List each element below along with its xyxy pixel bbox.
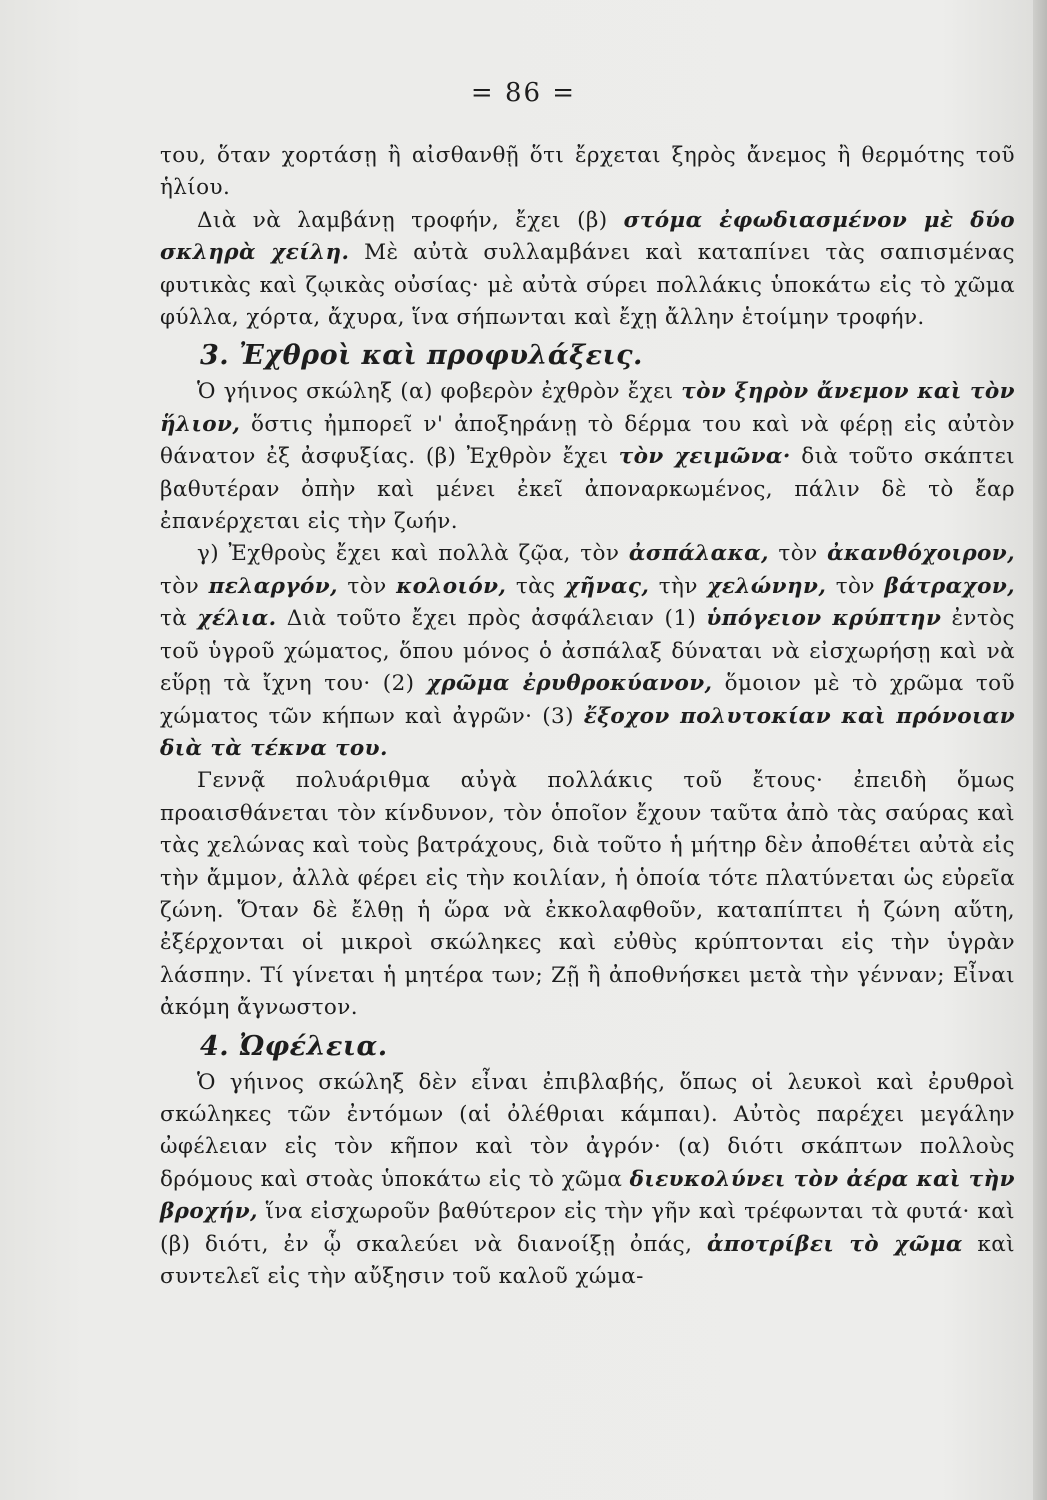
- paragraph-enemies-weather: Ὁ γήινος σκώληξ (α) φοβερὸν ἐχθρὸν ἔχει τὸν ξηρὸν ἄνεμον καὶ τὸν ἥλιον, ὅστις ἠμπορεῖ ν' ἀποξηράνῃ τὸ δέρμα του καὶ νὰ φέρῃ εἰς αὐτὸν θάνατον ἐξ ἀσφυξίας. (β) Ἐχθρὸν ἔχει τὸν χειμῶνα· διὰ τοῦτο σκάπτει βαθυτέραν ὀπὴν καὶ μένει ἐκεῖ ἀποναρκωμένος, πάλιν δὲ τὸ ἔαρ ἐπανέρχεται εἰς τὴν ζωήν.: [160, 379, 1015, 535]
- paragraph-benefit: Ὁ γήινος σκώληξ δὲν εἶναι ἐπιβλαβής, ὅπως οἱ λευκοὶ καὶ ἐρυθροὶ σκώληκες τῶν ἐντόμων (αἱ ὀλέθριαι κάμπαι). Αὐτὸς παρέχει μεγάλην ὠφέλειαν εἰς τὸν κῆπον καὶ τὸν ἀγρόν· (α) διότι σκάπτων πολλοὺς δρόμους καὶ στοὰς ὑποκάτω εἰς τὸ χῶμα διευκολύνει τὸν ἀέρα καὶ τὴν βροχήν, ἵνα εἰσχωροῦν βαθύτερον εἰς τὴν γῆν καὶ τρέφωνται τὰ φυτά· καὶ (β) διότι, ἐν ᾧ σκαλεύει νὰ διανοίξῃ ὀπάς, ἀποτρίβει τὸ χῶμα καὶ συντελεῖ εἰς τὴν αὔξησιν τοῦ καλοῦ χώμα-: [160, 1069, 1015, 1289]
- paragraph-enemies-animals: γ) Ἐχθροὺς ἔχει καὶ πολλὰ ζῷα, τὸν ἀσπάλακα, τὸν ἀκανθόχοιρον, τὸν πελαργόν, τὸν κολοιόν, τὰς χῆνας, τὴν χελώνην, τὸν βάτραχον, τὰ χέλια. Διὰ τοῦτο ἔχει πρὸς ἀσφάλειαν (1) ὑπόγειον κρύπτην ἐντὸς τοῦ ὑγροῦ χώματος, ὅπου μόνος ὁ ἀσπάλαξ δύναται νὰ εἰσχωρήσῃ καὶ νὰ εὕρῃ τὰ ἴχνη του· (2) χρῶμα ἐρυθροκύανον, ὅμοιον μὲ τὸ χρῶμα τοῦ χώματος τῶν κήπων καὶ ἀγρῶν· (3) ἔξοχον πολυτοκίαν καὶ πρόνοιαν διὰ τὰ τέκνα του.: [160, 541, 1016, 761]
- paragraph-feeding: Διὰ νὰ λαμβάνῃ τροφήν, ἔχει (β) στόμα ἐφωδιασμένον μὲ δύο σκληρὰ χείλη. Μὲ αὐτὰ συλλαμβάνει καὶ καταπίνει τὰς σαπισμένας φυτικὰς καὶ ζῳικὰς οὐσίας· μὲ αὐτὰ σύρει πολλάκις ὑποκάτω εἰς τὸ χῶμα φύλλα, χόρτα, ἄχυρα, ἵνα σήπωνται καὶ ἔχῃ ἄλλην ἑτοίμην τροφήν.: [160, 207, 1016, 331]
- emphasis-mouth: στόμα ἐφωδιασμένον μὲ δύο σκληρὰ χείλη.: [160, 207, 1016, 266]
- page-edge-shadow: [1033, 0, 1047, 1500]
- paragraph-intro-continuation: του, ὅταν χορτάσῃ ἢ αἰσθανθῇ ὅτι ἔρχεται ξηρὸς ἄνεμος ἢ θερμότης τοῦ ἡλίου.: [160, 143, 1015, 201]
- paragraph-reproduction: Γεννᾷ πολυάριθμα αὐγὰ πολλάκις τοῦ ἔτους· ἐπειδὴ ὅμως προαισθάνεται τὸν κίνδυνον, τὸν ὁποῖον ἔχουν ταῦτα ἀπὸ τὰς σαύρας καὶ τὰς χελώνας καὶ τοὺς βατράχους, διὰ τοῦτο ἡ μήτηρ δὲν ἀποθέτει αὐτὰ εἰς τὴν ἄμμον, ἀλλὰ φέρει εἰς τὴν κοιλίαν, ἡ ὁποία τότε πλατύνεται ὡς εὐρεῖα ζώνη. Ὅταν δὲ ἔλθῃ ἡ ὥρα νὰ ἐκκολαφθοῦν, καταπίπτει ἡ ζώνη αὕτη, ἐξέρχονται οἱ μικροὶ σκώληκες καὶ εὐθὺς κρύπτονται εἰς τὴν ὑγρὰν λάσπην. Τί γίνεται ἡ μητέρα των; Ζῇ ἢ ἀποθνήσκει μετὰ τὴν γένναν; Εἶναι ἀκόμη ἄγνωστον.: [160, 768, 1015, 1021]
- heading-benefit: 4. Ὠφέλεια.: [200, 1030, 388, 1062]
- page-body: [160, 140, 1015, 1293]
- emphasis-dry-wind: τὸν ξηρὸν ἄνεμον καὶ τὸν ἥλιον,: [160, 379, 1015, 437]
- heading-enemies: 3. Ἐχθροὶ καὶ προφυλάξεις.: [200, 340, 643, 372]
- emphasis-grinds-soil: ἀποτρίβει τὸ χῶμα: [706, 1231, 963, 1257]
- page-number: = 86 =: [470, 78, 577, 108]
- emphasis-winter: τὸν χειμῶνα·: [618, 444, 791, 470]
- emphasis-air-rain: διευκολύνει τὸν ἀέρα καὶ τὴν βροχήν,: [160, 1166, 1015, 1225]
